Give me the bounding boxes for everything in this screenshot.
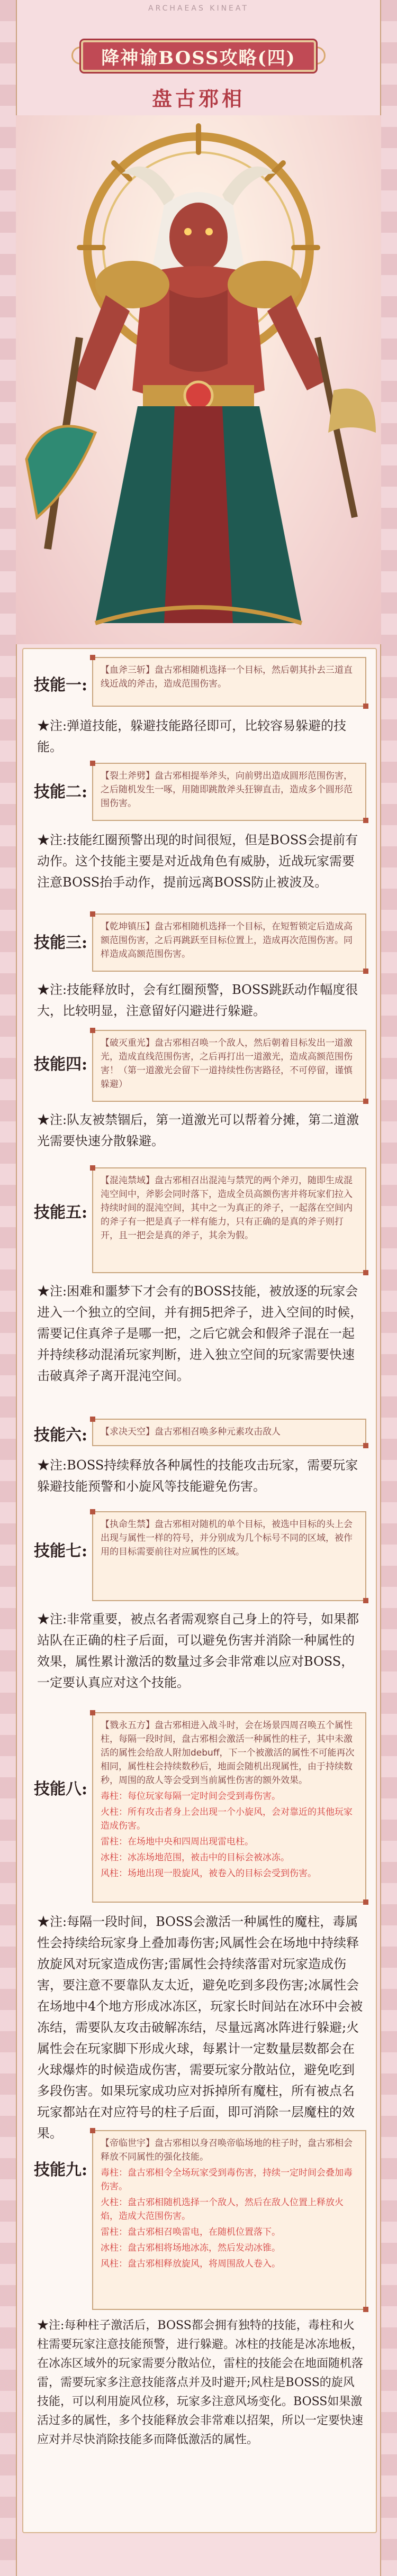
skill-desc-box xyxy=(92,1511,366,1601)
pillar-ice: 冰柱：冰冻场地范围，被击中的目标会被冰冻。 xyxy=(101,1852,290,1863)
skill-desc-box xyxy=(92,763,366,821)
skill-label: 技能三: xyxy=(34,934,88,952)
pillar-ice: 冰柱：盘古邪相将场地冰冻，然后发动冰锥。 xyxy=(101,2243,281,2253)
page-title: 降神谕BOSS攻略(四) xyxy=(101,47,296,69)
skill-desc: 【帝临世宇】盘古邪相以身召唤帝临场地的柱子时，盘古邪相会释放不同属性的强化技能。 xyxy=(101,2138,353,2162)
skill-desc-box xyxy=(92,1419,366,1446)
skill-desc: 【混沌禁域】盘古邪相召出混沌与禁咒的两个斧刃，随即生成混沌空间中，斧影会同时落下，造成全员高额伤害并将玩家们拉入持续时间的混沌空间，其中之一为真正的斧子，一起落在空间内的斧子有一把是真子一样有能力，只有正确的是真的斧子则打开，且一把会是真的斧子，其余为假。 xyxy=(101,1175,353,1241)
skill-label: 技能二: xyxy=(34,783,88,801)
skill-tip: ★注:困难和噩梦下才会有的BOSS技能，被放逐的玩家会进入一个独立的空间，并有拥5把斧子，进入空间的时候，需要记住真斧子是哪一把，之后它就会和假斧子混在一起并持续移动混淆玩家判断，进入独立空间的玩家需要快速击破真斧子离开混沌空间。 xyxy=(37,1284,363,1383)
skill-desc-box xyxy=(92,1167,366,1273)
skill-desc-box xyxy=(92,914,366,972)
skill-desc: 【求决天空】盘古邪相召唤多种元素攻击敌人 xyxy=(101,1427,281,1437)
skill-tip: ★注:每隔一段时间，BOSS会激活一种属性的魔柱，毒属性会持续给玩家身上叠加毒伤害;风属性会在场地中持续释放旋风对玩家造成伤害;雷属性会持续落雷对玩家造成伤害，要注意不要靠队友太近，避免吃到多段伤害;冰属性会在场地中4个地方形成冰冻区，玩家长时间站在冰环中会被冻结，需要队友攻击破解冻结，尽量远离冰阵进行躲避;火属性会在玩家脚下形成火球，每累计一定数量层数都会在火球爆炸的时候造成伤害，需要玩家分散站位，避免吃到多段伤害。如果玩家成功应对拆掉所有魔柱，所有被点名玩家都站在对应符号的柱子后面，即可消除一层魔柱的效果。 xyxy=(37,1914,363,2141)
pillar-wind: 风柱：盘古邪相释放旋风，将周围敌人卷入。 xyxy=(101,2259,281,2269)
left-border xyxy=(0,0,17,2576)
skill-desc-box xyxy=(92,1712,366,1903)
skill-tip: ★注:每种柱子激活后，BOSS都会拥有独特的技能，毒柱和火柱需要玩家注意技能预警，进行躲避。冰柱的技能是冰冻地板，在冰冻区域外的玩家需要分散站位，雷柱的技能会在地面随机落雷，需要玩家多注意技能落点并及时避开;风柱是BOSS的旋风技能，可以利用旋风位移，玩家多注意风场变化。BOSS如果激活过多的属性，多个技能释放会非常难以招架，所以一定要快速应对并尽快消除技能多而降低激活的属性。 xyxy=(37,2319,364,2446)
skill-desc: 【乾坤镇压】盘古邪相随机选择一个目标，在短暂锁定后造成高额范围伤害，之后再跳跃至目标位置上，造成再次范围伤害。同样造成高额范围伤害。 xyxy=(101,921,353,960)
skill-label: 技能一: xyxy=(34,676,88,695)
skill-label: 技能八: xyxy=(34,1780,88,1798)
skill-desc: 【血斧三斩】盘古邪相随机选择一个目标，然后朝其扑去三道直线近战的斧击，造成范围伤害。 xyxy=(101,665,353,689)
pillar-thunder: 雷柱：盘古邪相召唤雷电，在随机位置落下。 xyxy=(101,2227,281,2237)
boss-name: 盘古邪相 xyxy=(151,87,245,111)
pillar-poison: 毒柱：盘古邪相令全场玩家受到毒伤害，持续一定时间会叠加毒伤害。 xyxy=(101,2168,353,2192)
pillar-thunder: 雷柱：在场地中央和四周出现雷电柱。 xyxy=(101,1837,254,1847)
skill-tip: ★注:队友被禁锢后，第一道激光可以帮着分摊，第二道激光需要快速分散躲避。 xyxy=(37,1112,359,1148)
skills-panel xyxy=(22,648,377,2533)
title-banner xyxy=(71,34,326,75)
skill-desc-box xyxy=(92,2130,366,2310)
title-box xyxy=(81,40,316,72)
skill-desc: 【戮永五方】盘古邪相进入战斗时，会在场景四周召唤五个属性柱，每隔一段时间，盘古邪相会激活一种属性的柱子，其中未激活的属性会给敌人附加debuff，下一个被激活的属性不可能再次相同，属性柱会持续数秒后，地面会随机出现属性，由于持续数秒，周围的敌人等会受到当前属性伤害的额外效果。 xyxy=(101,1720,355,1786)
boss-artwork xyxy=(16,115,381,644)
pillar-fire: 火柱：所有攻击者身上会出现一个小旋风，会对靠近的其他玩家造成伤害。 xyxy=(101,1807,353,1831)
pillar-wind: 风柱：场地出现一股旋风，被卷入的目标会受到伤害。 xyxy=(101,1868,317,1879)
pillar-fire: 火柱：盘古邪相随机选择一个敌人，然后在敌人位置上释放火焰，造成大范围伤害。 xyxy=(101,2197,344,2222)
skill-label: 技能五: xyxy=(34,1203,88,1222)
skill-label: 技能四: xyxy=(34,1055,88,1074)
watermark: ARCHAEAS KINEAT xyxy=(148,4,249,13)
skill-desc-box xyxy=(92,657,366,707)
skill-desc: 【执命生禁】盘古邪相对随机的单个目标，被选中目标的头上会出现与属性一样的符号，并分别成为几个标号不同的区域，被作用的目标需要前往对应属性的区域。 xyxy=(101,1519,353,1557)
skill-tip: ★注:技能红圈预警出现的时间很短，但是BOSS会提前有动作。这个技能主要是对近战角色有威胁，近战玩家需要注意BOSS抬手动作，提前远离BOSS防止被波及。 xyxy=(37,833,358,890)
skill-tip: ★注:BOSS持续释放各种属性的技能攻击玩家，需要玩家躲避技能预警和小旋风等技能避免伤害。 xyxy=(37,1458,358,1494)
skill-label: 技能七: xyxy=(34,1542,88,1560)
skill-label: 技能九: xyxy=(34,2161,88,2179)
skill-tip: ★注:弹道技能，躲避技能路径即可，比较容易躲避的技能。 xyxy=(37,718,347,754)
skill-desc: 【破灭重光】盘古邪相召唤一个敌人，然后朝着目标发出一道激光，造成直线范围伤害，之后再打出一道激光，造成高额范围伤害！（第一道激光会留下一道持续性伤害路径，不可停留，谨慎躲避） xyxy=(101,1038,353,1090)
right-border xyxy=(380,0,397,2576)
skill-tip: ★注:非常重要，被点名者需观察自己身上的符号，如果都站队在正确的柱子后面，可以避免伤害并消除一种属性的效果，属性累计激活的数量过多会非常难以应对BOSS，一定要认真应对这个技能。 xyxy=(37,1612,359,1690)
skill-desc: 【裂土斧劈】盘古邪相提举斧头，向前劈出造成圆形范围伤害，之后随机发生一啄，用随即跳散斧头狂铆直击，造成多个圆形范围伤害。 xyxy=(101,771,353,809)
pillar-poison: 毒柱：每位玩家每隔一定时间会受到毒伤害。 xyxy=(101,1791,281,1802)
skill-tip: ★注:技能释放时，会有红圈预警，BOSS跳跃动作幅度很大，比较明显，注意留好闪避进行躲避。 xyxy=(37,982,358,1018)
skill-desc-box xyxy=(92,1030,366,1102)
skill-label: 技能六: xyxy=(34,1426,88,1445)
